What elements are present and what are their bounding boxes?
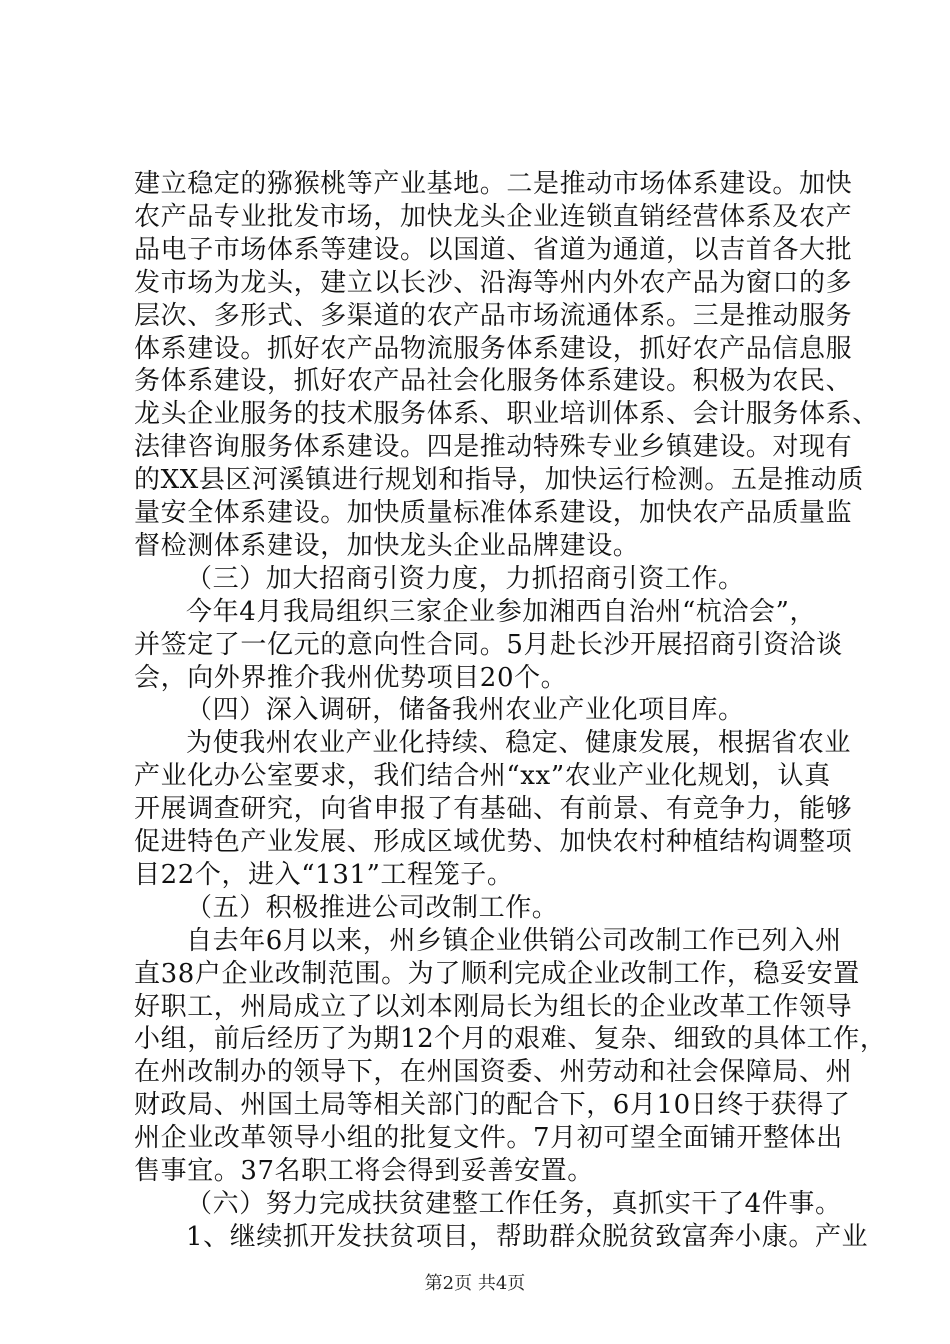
text-line: 会，向外界推介我州优势项目20个。 xyxy=(134,662,568,693)
paragraph-first-line: 为使我州农业产业化持续、稳定、健康发展，根据省农业 xyxy=(186,728,852,759)
text-line: 龙头企业服务的技术服务体系、职业培训体系、会计服务体系、 xyxy=(134,399,879,430)
text-line: 产业化办公室要求，我们结合州“xx”农业产业化规划，认真 xyxy=(134,761,831,792)
text-line: 层次、多形式、多渠道的农产品市场流通体系。三是推动服务 xyxy=(134,300,853,331)
text-line: 好职工，州局成立了以刘本刚局长为组长的企业改革工作领导 xyxy=(134,991,853,1022)
paragraph-first-line: 今年4月我局组织三家企业参加湘西自治州“杭洽会”， xyxy=(186,596,817,627)
text-line: 促进特色产业发展、形成区域优势、加快农村种植结构调整项 xyxy=(134,827,853,857)
text-line: 量安全体系建设。加快质量标准体系建设，加快农产品质量监 xyxy=(134,498,853,528)
text-line: 发市场为龙头，建立以长沙、沿海等州内外农产品为窗口的多 xyxy=(134,267,853,298)
text-line: 法律咨询服务体系建设。四是推动特殊专业乡镇建设。对现有 xyxy=(134,432,853,463)
text-line: 体系建设。抓好农产品物流服务体系建设，抓好农产品信息服 xyxy=(134,333,853,364)
text-line: 直38户企业改制范围。为了顺利完成企业改制工作，稳妥安置 xyxy=(134,958,860,989)
text-line: 在州改制办的领导下，在州国资委、州劳动和社会保障局、州 xyxy=(134,1057,853,1088)
paragraph-first-line: 1、继续抓开发扶贫项目，帮助群众脱贫致富奔小康。产业 xyxy=(186,1221,869,1252)
text-line: 小组，前后经历了为期12个月的艰难、复杂、细致的具体工作， xyxy=(134,1024,887,1055)
text-line: 目22个，进入“131”工程笼子。 xyxy=(134,859,514,890)
text-line: 州企业改革领导小组的批复文件。7月初可望全面铺开整体出 xyxy=(134,1123,843,1154)
text-line: 农产品专业批发市场，加快龙头企业连锁直销经营体系及农产 xyxy=(134,201,853,232)
section-heading: （六）努力完成扶贫建整工作任务，真抓实干了4件事。 xyxy=(186,1188,842,1219)
text-line: 品电子市场体系等建设。以国道、省道为通道，以吉首各大批 xyxy=(134,234,853,265)
page-number-label: 第2页 共4页 xyxy=(424,1273,526,1294)
text-line: 务体系建设，抓好农产品社会化服务体系建设。积极为农民、 xyxy=(134,366,853,397)
text-line: 财政局、州国土局等相关部门的配合下，6月10日终于获得了 xyxy=(134,1090,851,1121)
text-line: 的XX县区河溪镇进行规划和指导，加快运行检测。五是推动质 xyxy=(134,465,864,496)
text-line: 售事宜。37名职工将会得到妥善安置。 xyxy=(134,1156,594,1186)
section-heading: （五）积极推进公司改制工作。 xyxy=(186,892,559,923)
text-line: 并签定了一亿元的意向性合同。5月赴长沙开展招商引资洽谈 xyxy=(134,629,843,660)
text-line: 督检测体系建设，加快龙头企业品牌建设。 xyxy=(134,530,640,561)
page-footer xyxy=(0,1272,950,1296)
section-heading: （三）加大招商引资力度，力抓招商引资工作。 xyxy=(186,563,745,594)
text-line: 开展调查研究，向省申报了有基础、有前景、有竞争力，能够 xyxy=(134,794,853,825)
paragraph-first-line: 自去年6月以来，州乡镇企业供销公司改制工作已列入州 xyxy=(186,925,842,956)
text-line: 建立稳定的猕猴桃等产业基地。二是推动市场体系建设。加快 xyxy=(134,169,853,199)
section-heading: （四）深入调研，储备我州农业产业化项目库。 xyxy=(186,695,745,726)
